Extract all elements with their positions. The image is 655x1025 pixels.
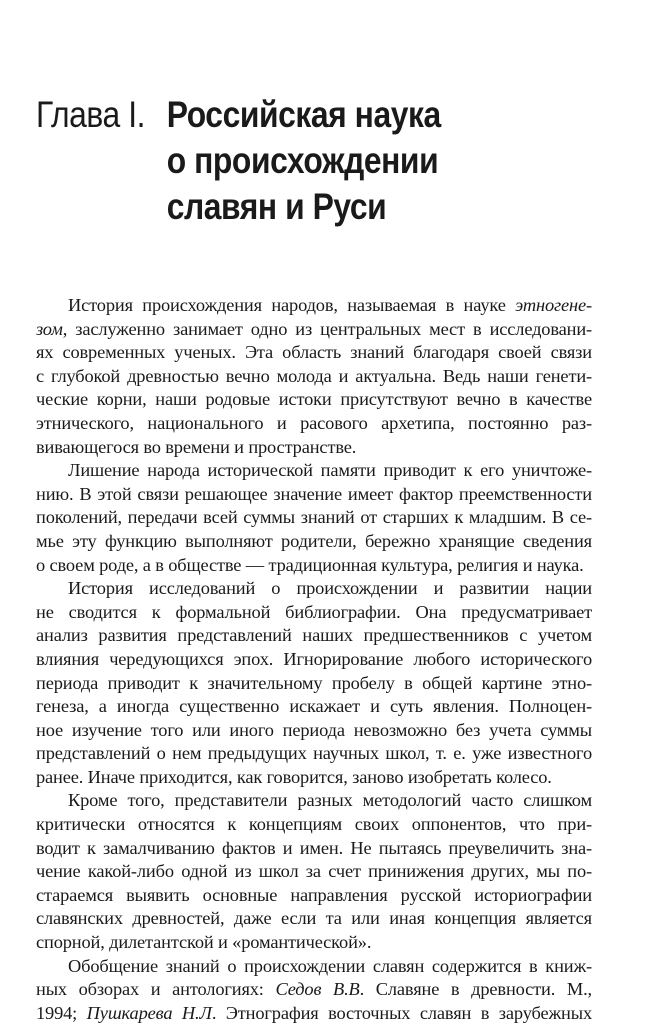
text-line xyxy=(36,837,592,861)
text-line xyxy=(36,648,592,672)
text-line xyxy=(36,388,592,412)
text-segment: История происхождения народов, называемая в науке xyxy=(68,295,516,315)
italic-text: Седов В.В xyxy=(275,979,360,1000)
text-line xyxy=(36,436,592,460)
text-line xyxy=(36,860,592,884)
text-segment: этнического, национального и расового архетипа, постоянно раз- xyxy=(36,412,592,433)
text-segment: периода приводит к значительному пробелу в общей картине этно- xyxy=(36,672,592,693)
text-segment: водит к замалчиванию фактов и имен. Не пытаясь преувеличить зна- xyxy=(36,837,592,858)
text-segment: не сводится к формальной библиографии. Она предусматривает xyxy=(36,601,592,622)
text-line xyxy=(36,554,592,578)
text-line xyxy=(36,601,592,625)
text-segment: с глубокой древностью вечно молода и актуальна. Ведь наши генети- xyxy=(36,365,592,386)
text-line xyxy=(36,695,592,719)
text-segment: . Славяне в древности. М., xyxy=(359,979,592,1000)
text-line xyxy=(36,318,592,342)
text-line xyxy=(36,412,592,436)
text-line xyxy=(36,341,592,365)
text-line xyxy=(36,931,592,955)
text-line xyxy=(36,294,592,318)
text-segment: . Этнография восточных славян в зарубежных xyxy=(211,1002,592,1023)
chapter-title-line: о происхождении xyxy=(166,140,439,181)
text-segment: представлений о нем предыдущих научных школ, т. е. уже известного xyxy=(36,743,592,764)
text-segment: 1994; xyxy=(36,1002,87,1023)
text-segment: ях современных ученых. Эта область знаний благодаря своей связи xyxy=(36,342,592,363)
paragraph xyxy=(36,294,592,459)
italic-text: Пушкарева Н.Л xyxy=(86,1002,212,1023)
paragraph xyxy=(36,955,592,1025)
text-segment: Обобщение знаний о происхождении славян содержится в книж- xyxy=(68,955,592,976)
body-text xyxy=(36,294,592,1025)
text-segment: чение какой-либо одной из школ за счет принижения других, мы по- xyxy=(36,861,592,882)
text-line xyxy=(36,978,592,1002)
italic-text: этногене- xyxy=(515,295,592,315)
chapter-label: Глава I. xyxy=(36,94,146,135)
text-segment: анализ развития представлений наших предшественников с учетом xyxy=(36,625,592,646)
text-segment: поколений, передачи всей суммы знаний от старших к младшим. В се- xyxy=(36,507,592,528)
paragraph xyxy=(36,459,592,577)
text-line xyxy=(36,577,592,601)
paragraph xyxy=(36,789,592,954)
chapter-title-line: славян и Руси xyxy=(166,186,387,227)
text-line xyxy=(36,1002,592,1025)
chapter-title-line: Российская наука xyxy=(166,94,441,135)
text-line xyxy=(36,766,592,790)
text-segment: спорной, дилетантской и «романтической». xyxy=(36,932,372,953)
text-segment: ческие корни, наши родовые истоки присутствуют вечно в качестве xyxy=(36,389,592,410)
italic-text: зом xyxy=(36,318,63,339)
text-segment: мье эту функцию выполняют родители, бережно хранящие сведения xyxy=(36,530,592,551)
text-segment: История исследований о происхождении и развитии нации xyxy=(68,578,592,599)
text-segment: стараемся выявить основные направления русской историографии xyxy=(36,884,592,905)
text-segment: генеза, а иногда существенно искажает и суть явления. Полноцен- xyxy=(36,696,592,717)
text-line xyxy=(36,530,592,554)
text-segment: Кроме того, представители разных методологий часто слишком xyxy=(68,790,592,811)
text-line xyxy=(36,459,592,483)
text-line xyxy=(36,719,592,743)
text-segment: , заслуженно занимает одно из центральных мест в исследовани- xyxy=(62,318,592,339)
chapter-title xyxy=(167,92,528,230)
chapter-heading xyxy=(36,92,552,230)
text-segment: критически относятся к концепциям своих оппонентов, что при- xyxy=(36,814,592,835)
text-segment: Лишение народа исторической памяти приводит к его уничтоже- xyxy=(68,460,592,481)
text-line xyxy=(36,884,592,908)
text-line xyxy=(36,483,592,507)
text-segment: славянских древностей, даже если та или иная концепция является xyxy=(36,908,592,929)
text-segment: нию. В этой связи решающее значение имеет фактор преемственности xyxy=(36,483,592,504)
text-line xyxy=(36,365,592,389)
text-line xyxy=(36,672,592,696)
text-line xyxy=(36,789,592,813)
text-segment: ных обзорах и антологиях: xyxy=(36,979,276,1000)
text-line xyxy=(36,955,592,979)
text-segment: ное изучение того или иного периода невозможно без учета суммы xyxy=(36,719,592,740)
text-segment: о своем роде, а в обществе — традиционная культура, религия и наука. xyxy=(36,554,584,575)
text-line xyxy=(36,907,592,931)
text-segment: ранее. Иначе приходится, как говорится, заново изобретать колесо. xyxy=(36,766,552,787)
text-segment: вивающегося во времени и пространстве. xyxy=(36,436,357,457)
text-segment: влияния чередующихся эпох. Игнорирование любого исторического xyxy=(36,648,592,669)
text-line xyxy=(36,624,592,648)
text-line xyxy=(36,506,592,530)
paragraph xyxy=(36,577,592,789)
text-line xyxy=(36,813,592,837)
text-line xyxy=(36,742,592,766)
